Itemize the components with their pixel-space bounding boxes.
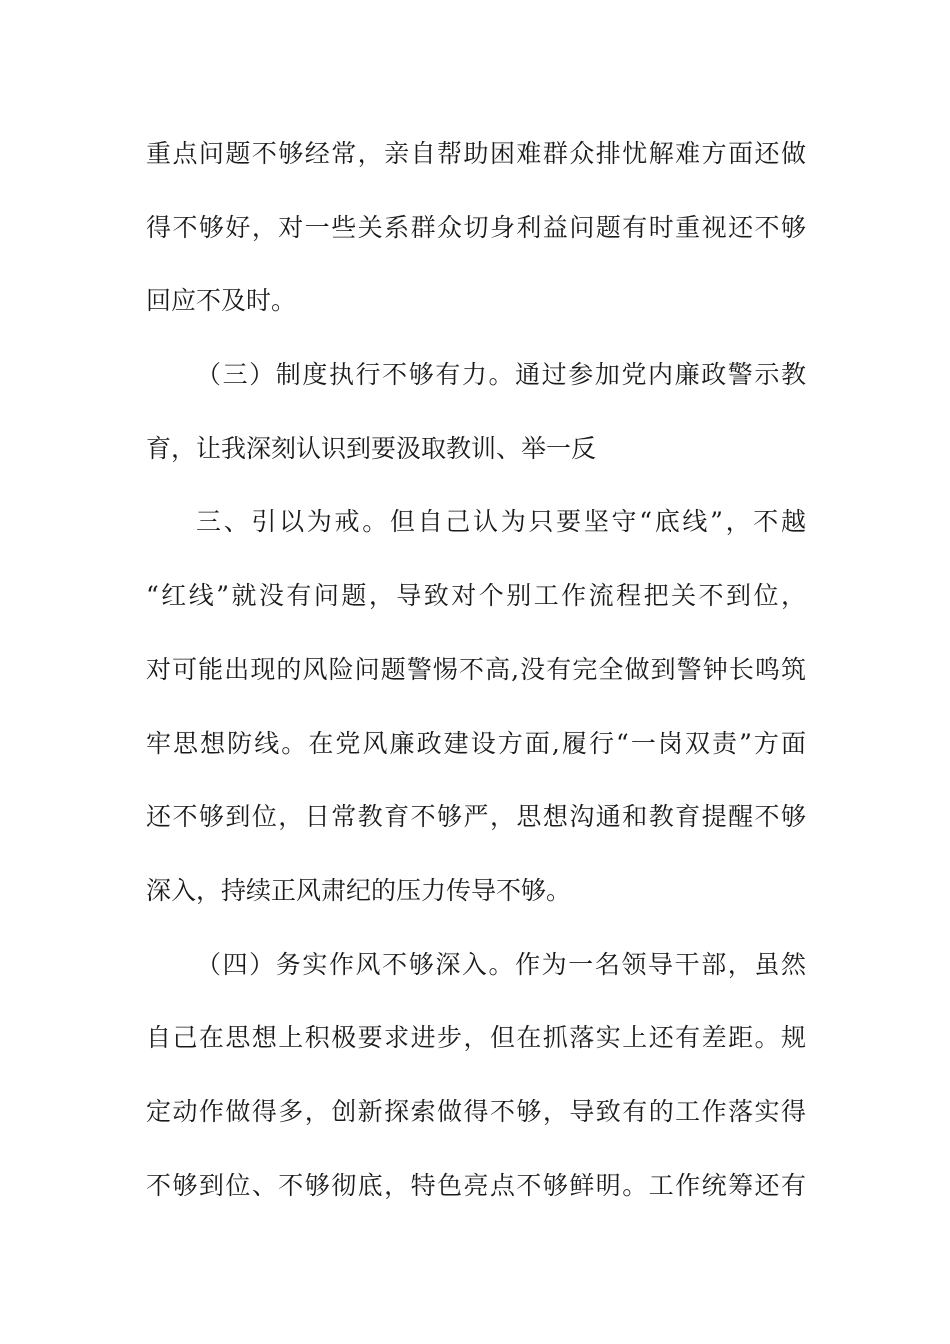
text-line: 育，让我深刻认识到要汲取教训、举一反 [146,433,597,463]
text-line: 深入，持续正风肃纪的压力传导不够。 [146,875,572,905]
text-line: 得不够好，对一些关系群众切身利益问题有时重视还不够 [146,212,806,242]
text-line: 牢思想防线。在党风廉政建设方面,履行“一岗双责”方面 [146,728,806,758]
body-text [146,127,806,1232]
paragraph-start-line: 三、引以为戒。但自己认为只要坚守“底线”，不越 [196,507,806,537]
paragraph-start-line: （三）制度执行不够有力。通过参加党内廉政警示教 [196,360,806,390]
text-line: “红线”就没有问题，导致对个别工作流程把关不到位， [146,581,806,611]
text-line: 回应不及时。 [146,286,297,316]
text-line: 自己在思想上积极要求进步，但在抓落实上还有差距。规 [146,1023,806,1053]
text-line: 不够到位、不够彻底，特色亮点不够鲜明。工作统筹还有 [146,1170,806,1200]
text-line: 还不够到位，日常教育不够严，思想沟通和教育提醒不够 [146,802,806,832]
text-line: 重点问题不够经常，亲自帮助困难群众排忧解难方面还做 [146,139,806,168]
text-line: 对可能出现的风险问题警惕不高,没有完全做到警钟长鸣筑 [146,654,806,684]
paragraph-start-line: （四）务实作风不够深入。作为一名领导干部，虽然 [196,949,806,979]
text-line: 定动作做得多，创新探索做得不够，导致有的工作落实得 [146,1096,806,1126]
